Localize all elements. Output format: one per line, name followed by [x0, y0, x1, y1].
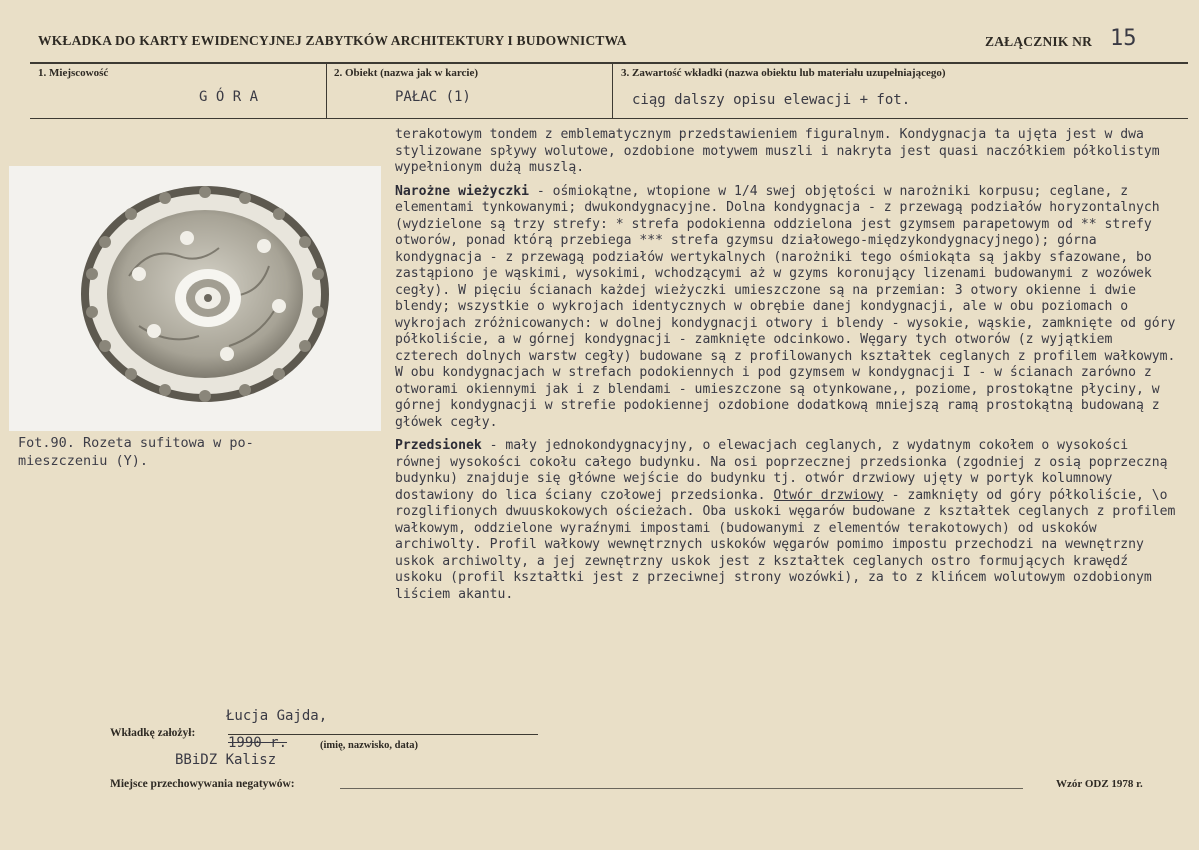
door-opening-term: Otwór drzwiowy — [773, 487, 884, 503]
paragraph-vestibule — [395, 438, 1180, 603]
rosette-image — [9, 166, 381, 431]
location-label: 1. Miejscowość — [38, 67, 109, 79]
vestibule-text-b: - zamknięty od góry półkoliście, \o rozglifionych dwuuskokowych ościeżach. Oba uskoki węgarów budowane z kształtek ceglanych z profilem wałkowym, oddzielone wyraźnymi impostami (budowanymi z elementów terakotowych) od uskoków archiwolty. Profil wałkowy wewnętrznych uskoków węgarów pomimo impostu przechodzi na wewnętrzny uskok archiwolty, a jej zewnętrzny uskok jest z kształtek ceglanych ostro formujących krawędź uskoku (profil kształtki jest z przeciwnej strony wozówki), za to z klińcem wolutowym ozdobionym liściem akantu. — [395, 487, 1176, 602]
institution: BBiDZ Kalisz — [175, 752, 277, 768]
field-divider-1 — [326, 63, 327, 118]
form-title: WKŁADKA DO KARTY EWIDENCYJNEJ ZABYTKÓW ARCHITEKTURY I BUDOWNICTWA — [38, 33, 627, 48]
field-divider-2 — [612, 63, 613, 118]
form-model: Wzór ODZ 1978 r. — [1056, 778, 1143, 790]
location-value: G Ó R A — [199, 89, 259, 105]
content-value: ciąg dalszy opisu elewacji + fot. — [632, 92, 911, 108]
header-rule — [30, 62, 1188, 64]
photo-caption: Fot.90. Rozeta sufitowa w po- mieszczeniu (Y). — [18, 435, 254, 469]
inserted-by-label: Wkładkę założył: — [110, 727, 196, 739]
rosette-photo — [9, 166, 381, 431]
towers-text: - ośmiokątne, wtopione w 1/4 swej objętości w narożniki korpusu; ceglane, z elementami tynkowanymi; dwukondygnacyjne. Dolna kondygnacja - z przewagą podziałów horyzontalnych (wydzielone są trzy strefy: * strefa podokienna oddzielona jest gzymsem parapetowym od ** strefy otworów, ponad którą przebiega *** strefa gzymsu działowego-międzykondygnacyjnego); górna kondygnacja - z przewagą podziałów wertykalnych (narożniki tego ośmiokąta są jakby sfazowane, bo zastąpiono je wąskimi, wysokimi, wchodzącymi aż w gzyms koronujący lizenami budowanymi z wozówek cegły). W pięciu ścianach każdej wieżyczki umieszczone są na przemian: 3 otwory okienne i dwie blendy; wszystkie o wykrojach identycznych w obrębie danej kondygnacji, ale w obu poziomach o wykrojach zróżnicowanych: w dolnej kondygnacji otwory i blendy - wysokie, wąskie, zamknięte od góry półkoliście, a w górnej kondygnacji - zamknięte odcinkowo. Węgary tych otworów (z wyjątkiem czterech dolnych warstw cegły) budowane są z profilowanych kształtek ceglanych z profilem wałkowym. W obu kondygnacjach w strefach podokiennych i pod gzymsem w kondygnacji I - w ścianach zarówno z otworami okiennymi jak i z blendami - umieszczone są otynkowane,, poziome, prostokątne płyciny, w górnej kondygnacji w strefie podokiennej ozdobione dodatkową mniejszą ramą prostokątną budowaną z główek cegły. — [395, 183, 1176, 430]
attachment-label: ZAŁĄCZNIK NR — [985, 34, 1093, 49]
vestibule-text-a: - mały jednokondygnacyjny, o elewacjach ceglanych, z wydatnym cokołem o wysokości równej wysokości cokołu całego budynku. Na osi poprzecznej przedsionka (zgodniej z osią poprzeczną budynku) znajduje się główne wejście do budynku tj. otwór drzwiowy ujęty w portyk kolumnowy dostawiony do lica ściany czołowej przedsionka. — [395, 438, 1168, 503]
attachment-number: 15 — [1110, 26, 1137, 51]
negatives-line — [340, 788, 1023, 789]
paragraph-towers — [395, 184, 1180, 432]
object-label: 2. Obiekt (nazwa jak w karcie) — [334, 67, 479, 79]
fields-rule — [30, 118, 1188, 119]
paragraph-intro: terakotowym tondem z emblematycznym przedstawieniem figuralnym. Kondygnacja ta ujęta jest w dwa stylizowane spływy wolutowe, ozdobione motywem muszli i nakryta jest quasi naczółkiem półkolistym wypełnionym dużą muszlą. — [395, 127, 1160, 175]
content-label: 3. Zawartość wkładki (nazwa obiektu lub materiału uzupełniającego) — [621, 67, 946, 79]
author-name: Łucja Gajda, — [226, 708, 328, 724]
description-text — [395, 127, 1180, 610]
negatives-label: Miejsce przechowywania negatywów: — [110, 778, 295, 790]
vestibule-heading: Przedsionek — [395, 438, 482, 453]
object-value: PAŁAC (1) — [395, 89, 471, 105]
towers-heading: Narożne wieżyczki — [395, 183, 530, 199]
author-year: 1990 r. — [228, 735, 288, 751]
name-hint: (imię, nazwisko, data) — [320, 740, 418, 751]
